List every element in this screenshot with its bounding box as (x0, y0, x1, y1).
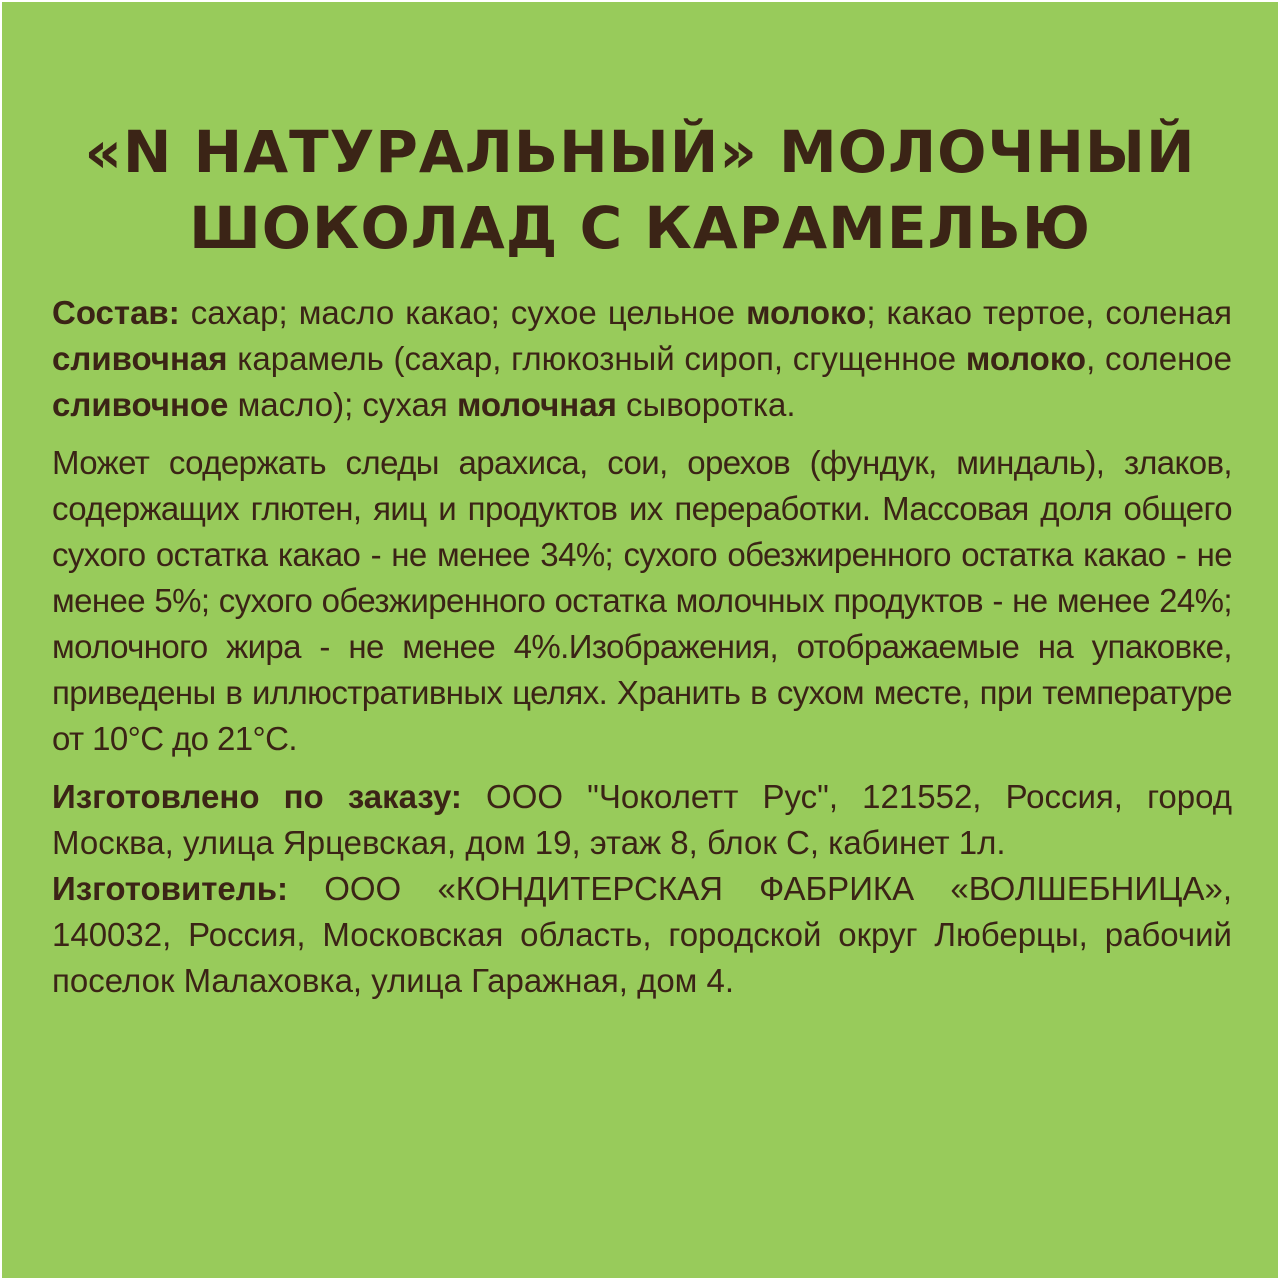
allergen-butter: сливочное (52, 386, 229, 423)
ordered-by-paragraph (52, 774, 1232, 866)
composition-text: , соленое (1086, 340, 1233, 377)
allergen-milk: молоко (965, 340, 1087, 377)
product-title-line-2: ШОКОЛАД С КАРАМЕЛЬЮ (189, 194, 1091, 262)
composition-paragraph (52, 290, 1232, 428)
allergen-notes-paragraph: Может содержать следы арахиса, сои, орехов (фундук, миндаль), злаков, содержащих глютен, яиц и продуктов их переработки. Массовая доля общего сухого остатка какао - не менее 34%; сухого обезжиренного остатка какао - не менее 5%; сухого обезжиренного остатка молочных продуктов - не менее 24%; молочного жира - не менее 4%.Изображения, отображаемые на упаковке, приведены в иллюстративных целях. Хранить в сухом месте, при температуре от 10°С до 21°С. (52, 444, 1232, 757)
manufacturer-label: Изготовитель: (52, 870, 288, 907)
product-title (2, 114, 1278, 266)
ordered-by-label: Изготовлено по заказу: (52, 778, 462, 815)
composition-label: Состав: (52, 294, 180, 331)
composition-text: карамель (сахар, глюкозный сироп, сгущенное (227, 340, 966, 377)
product-title-line-1: «N НАТУРАЛЬНЫЙ» МОЛОЧНЫЙ (84, 118, 1196, 186)
manufacturer-paragraph (52, 866, 1232, 1004)
composition-text: сыворотка. (616, 386, 796, 423)
manufacturer-text: ООО «КОНДИТЕРСКАЯ ФАБРИКА «ВОЛШЕБНИЦА», 140032, Россия, Московская область, городской округ Люберцы, рабочий поселок Малаховка, улица Гаражная, дом 4. (52, 870, 1232, 999)
label-panel (2, 2, 1278, 1278)
allergen-milk: молоко (746, 294, 867, 331)
allergen-creamy: сливочная (52, 340, 228, 377)
allergen-dairy: молочная (456, 386, 617, 423)
composition-text: ; какао тертое, соленая (866, 294, 1232, 331)
composition-text: масло); сухая (228, 386, 457, 423)
ordered-by-text: ООО "Чоколетт Рус", 121552, Россия, город Москва, улица Ярцевская, дом 19, этаж 8, блок С, кабинет 1л. (52, 778, 1232, 861)
composition-text: сахар; масло какао; сухое цельное (179, 294, 747, 331)
